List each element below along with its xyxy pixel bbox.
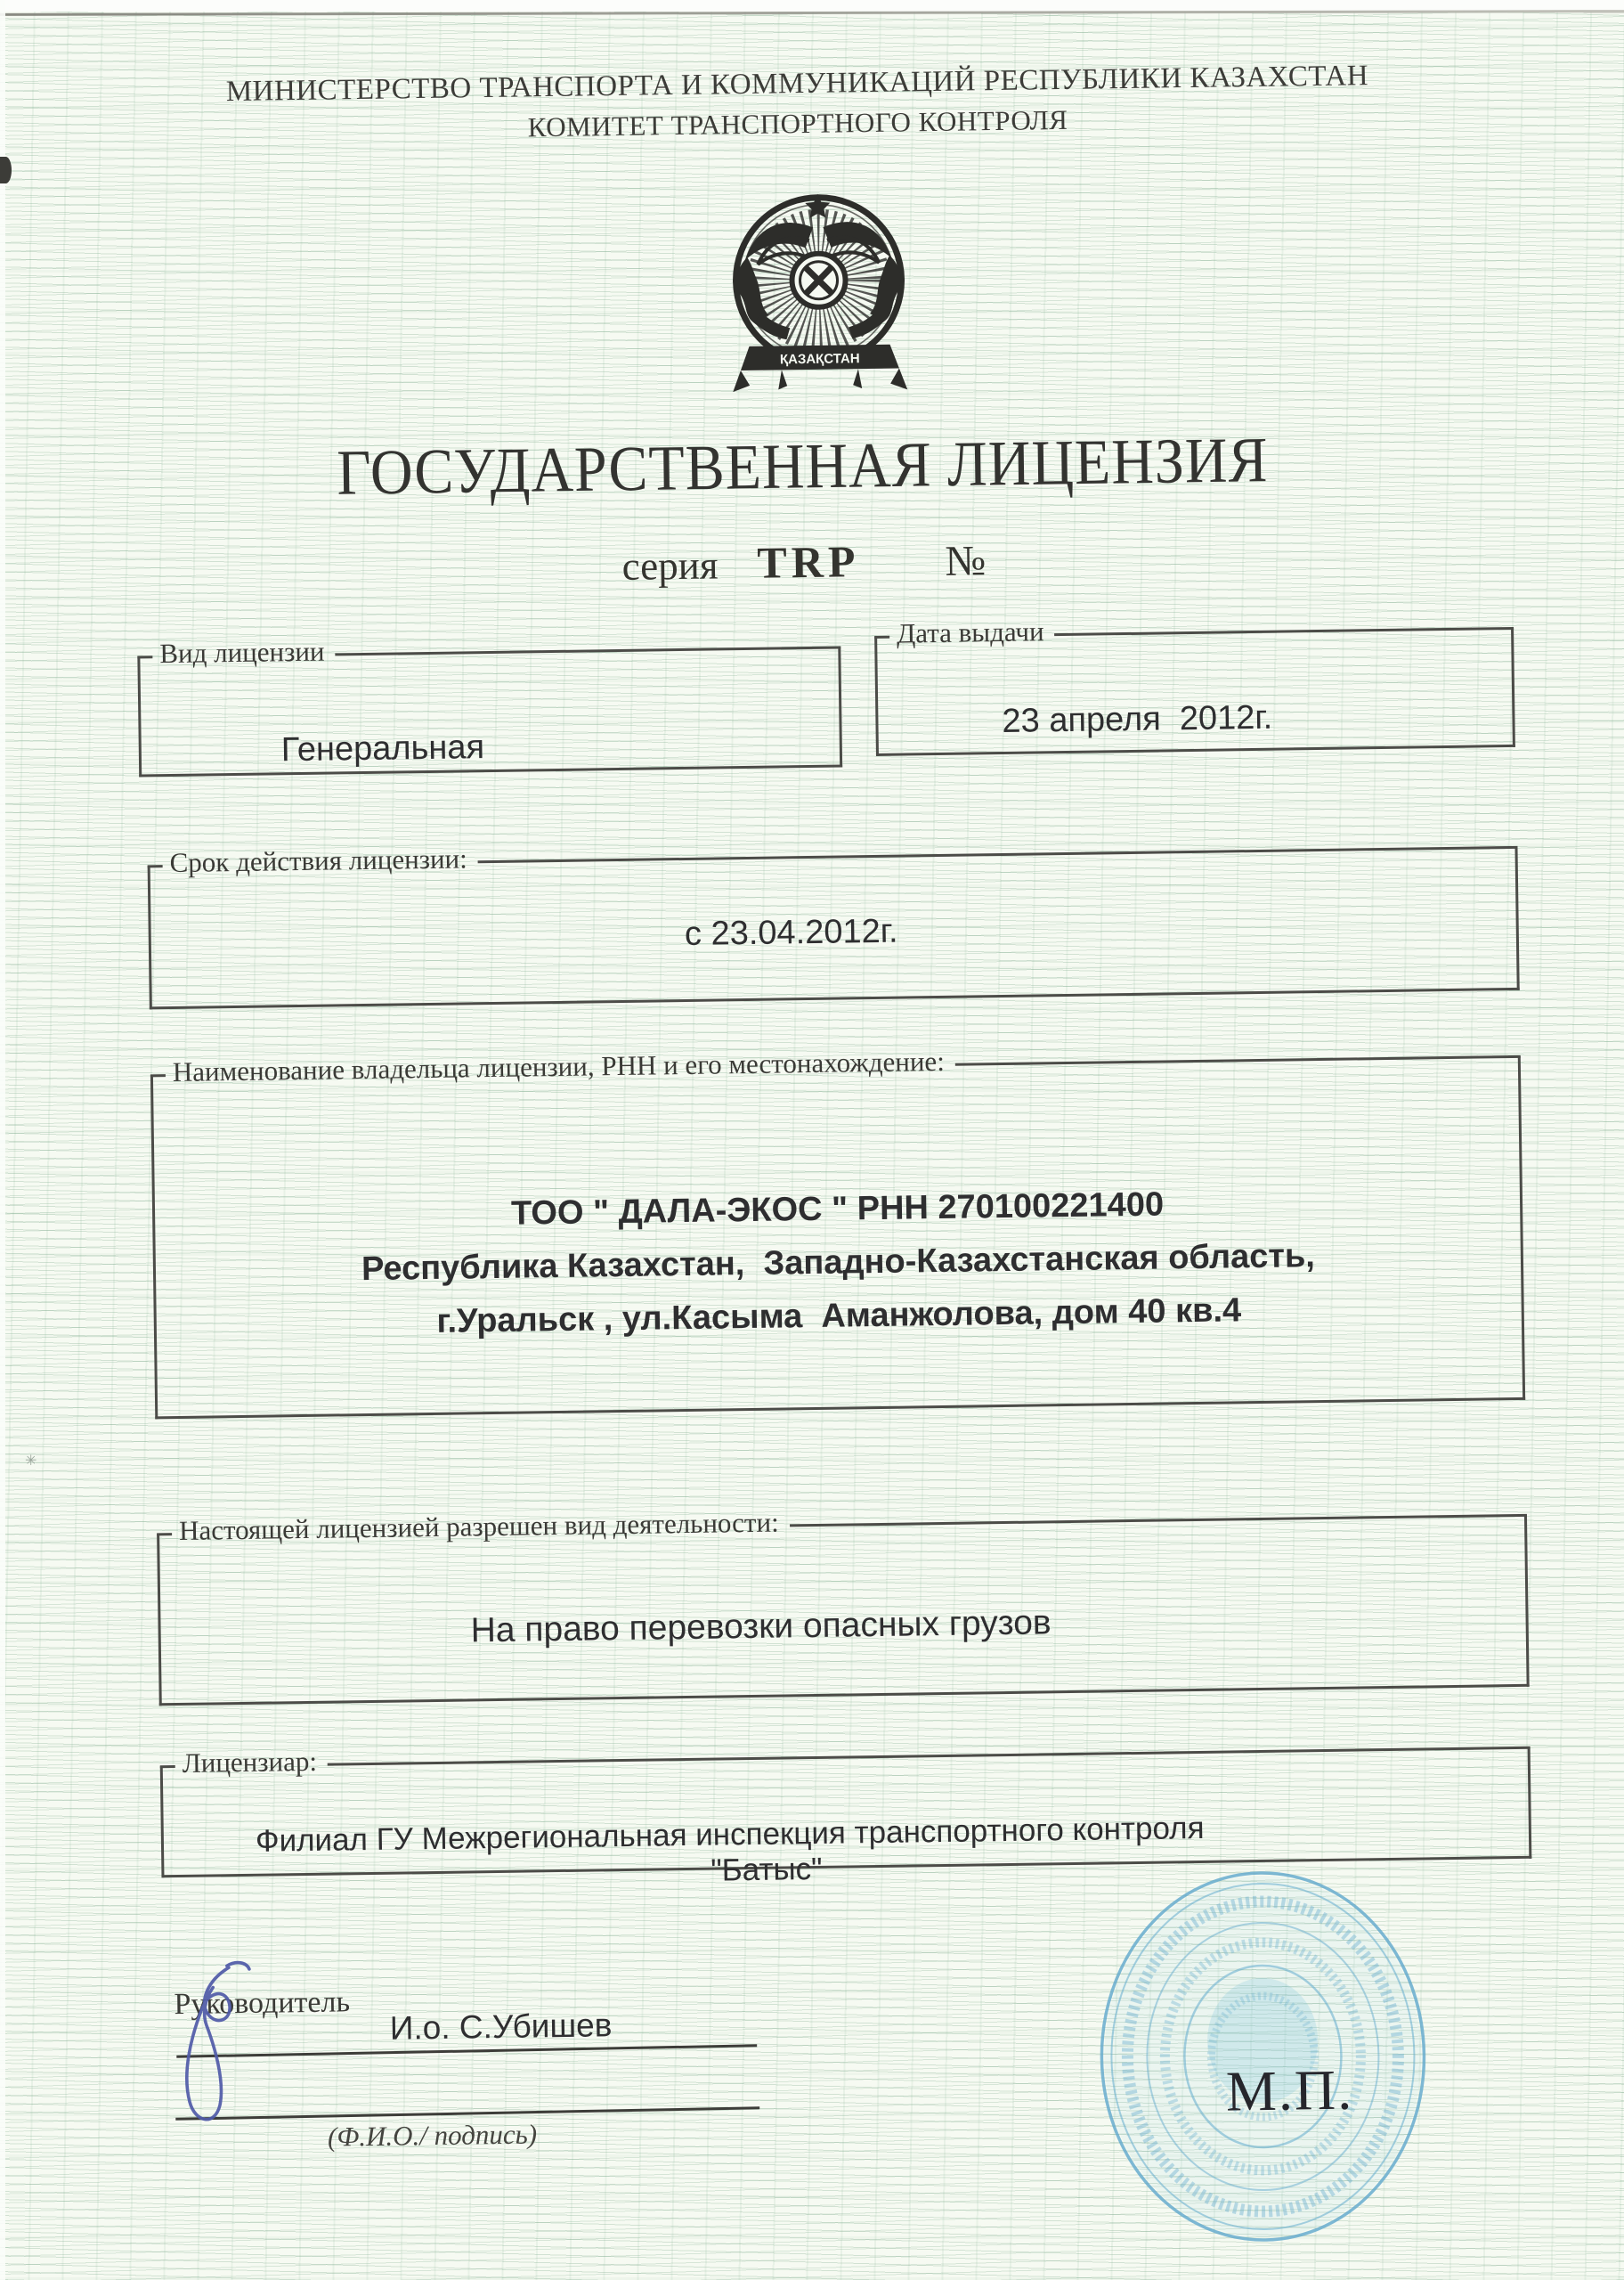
license-type-label: Вид лицензии — [159, 635, 325, 670]
validity-field — [148, 843, 1520, 1009]
kazakhstan-coat-of-arms-icon — [717, 178, 921, 405]
activity-value: На право перевозки опасных грузов — [470, 1603, 1052, 1650]
owner-field — [150, 1045, 1525, 1419]
validity-value: с 23.04.2012г. — [684, 912, 898, 953]
series-value: TRP — [757, 536, 860, 588]
scan-speck: ✳ — [25, 1454, 37, 1469]
licensor-field — [160, 1745, 1532, 1888]
issue-date-field — [874, 615, 1515, 756]
signatory-name: И.о. С.Убишев — [389, 2007, 613, 2047]
stamp-place-label: М.П. — [1225, 2057, 1354, 2123]
emblem-banner-text: ҚАЗАҚСТАН — [779, 351, 860, 368]
signatory-role-label: Руководитель — [174, 1985, 351, 2022]
handwritten-signature — [161, 1954, 297, 2170]
licensor-label: Лицензиар: — [182, 1745, 318, 1779]
scan-left-margin — [0, 0, 5, 2280]
licensor-line2: "Батыс" — [710, 1851, 823, 1888]
license-type-field — [137, 635, 842, 777]
number-sign: № — [945, 537, 987, 585]
series-label: серия — [621, 542, 719, 589]
committee-name: КОМИТЕТ ТРАНСПОРТНОГО КОНТРОЛЯ — [527, 103, 1068, 143]
activity-label: Настоящей лицензией разрешен вид деятельности: — [178, 1506, 779, 1546]
document-title: ГОСУДАРСТВЕННАЯ ЛИЦЕНЗИЯ — [336, 423, 1269, 509]
owner-line-region: Республика Казахстан, Западно-Казахстанская область, — [361, 1237, 1316, 1289]
owner-line-company: ТОО " ДАЛА-ЭКОС " РНН 270100221400 — [510, 1185, 1165, 1233]
scan-speck — [0, 157, 12, 183]
validity-label: Срок действия лицензии: — [169, 843, 467, 879]
series-row — [0, 525, 1616, 598]
signature-caption: (Ф.И.О./ подпись) — [327, 2118, 538, 2153]
ministry-name: МИНИСТЕРСТВО ТРАНСПОРТА И КОММУНИКАЦИЙ РЕСПУБЛИКИ КАЗАХСТАН — [225, 60, 1369, 109]
owner-line-address: г.Уральск , ул.Касыма Аманжолова, дом 40 кв.4 — [436, 1291, 1242, 1340]
activity-field — [157, 1506, 1530, 1706]
license-type-value: Генеральная — [280, 729, 485, 770]
issue-date-value: 23 апреля 2012г. — [1002, 698, 1273, 740]
owner-label: Наименование владельца лицензии, РНН и его местонахождение: — [172, 1045, 946, 1088]
issue-date-label: Дата выдачи — [896, 615, 1044, 649]
owner-value — [155, 1181, 1522, 1345]
official-round-stamp — [1089, 1860, 1438, 2252]
licensor-line1: Филиал ГУ Межрегиональная инспекция транспортного контроля — [255, 1810, 1205, 1859]
